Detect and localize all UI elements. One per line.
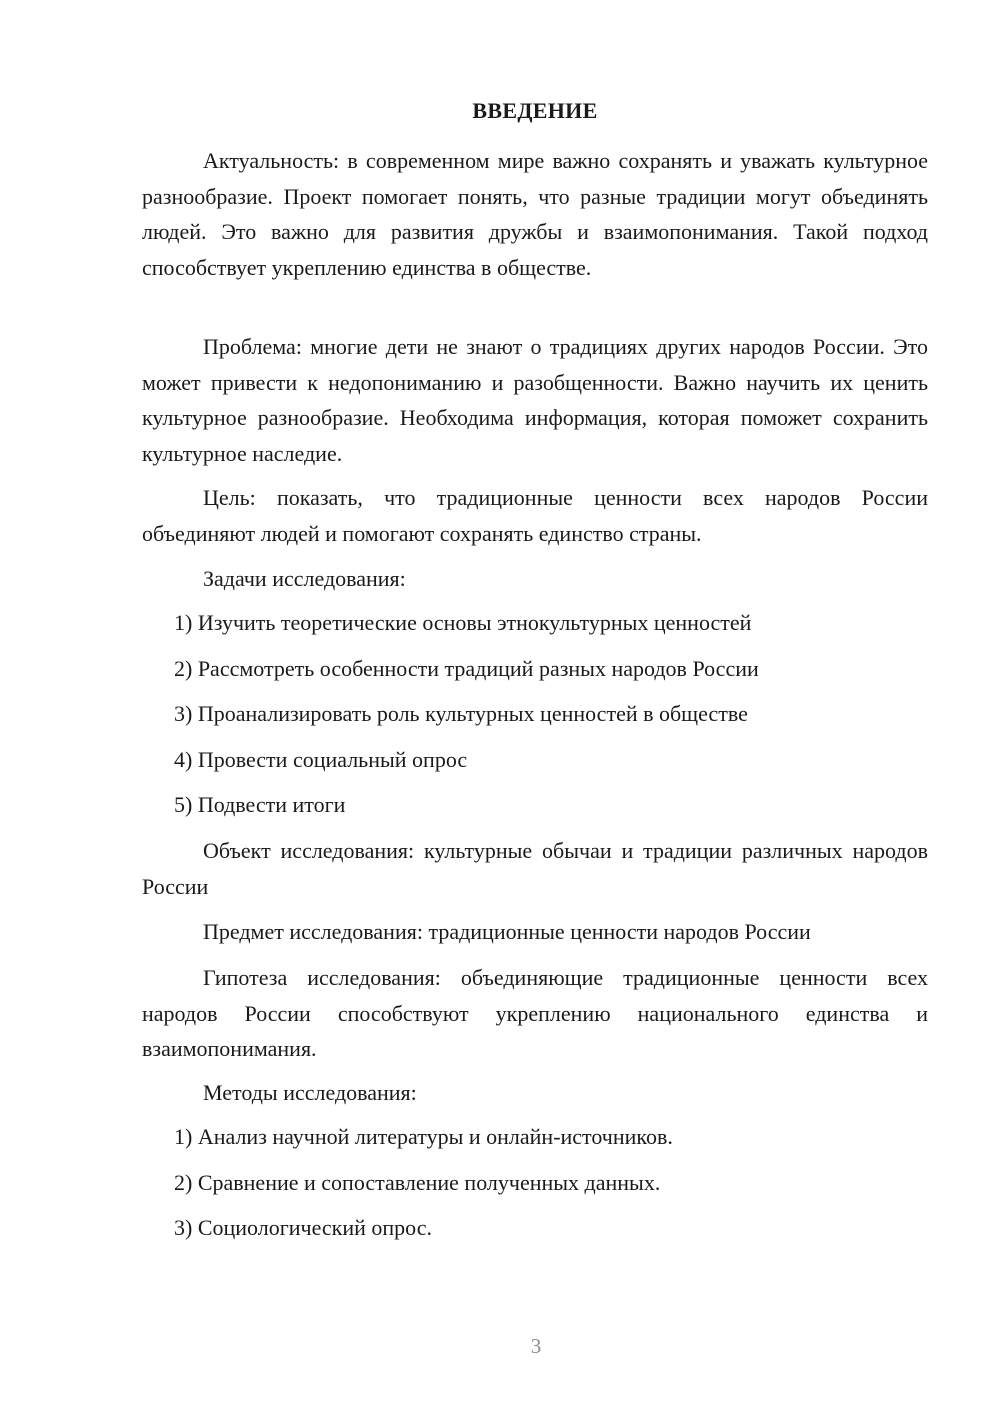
paragraph-problem: Проблема: многие дети не знают о традициях других народов России. Это может привести к недопониманию и разобщенности. Важно научить их ценить культурное разнообразие. Необходима информация, которая поможет сохранить культурное наследие. <box>142 334 928 466</box>
paragraph-methods-heading: Методы исследования: <box>203 1080 417 1105</box>
page-number: 3 <box>530 1334 542 1358</box>
method-item-3: 3) Социологический опрос. <box>174 1215 432 1240</box>
paragraph-hypothesis: Гипотеза исследования: объединяющие традиционные ценности всех народов России способствуют укреплению национального единства и взаимопонимания. <box>142 965 928 1061</box>
section-heading: ВВЕДЕНИЕ <box>472 98 598 123</box>
method-item-2: 2) Сравнение и сопоставление полученных данных. <box>174 1170 661 1195</box>
task-item-4: 4) Провести социальный опрос <box>174 747 468 772</box>
task-item-1: 1) Изучить теоретические основы этнокультурных ценностей <box>174 610 752 635</box>
paragraph-relevance: Актуальность: в современном мире важно сохранять и уважать культурное разнообразие. Проект помогает понять, что разные традиции могут объединять людей. Это важно для развития дружбы и взаимопонимания. Такой подход способствует укреплению единства в обществе. <box>142 148 928 280</box>
task-item-2: 2) Рассмотреть особенности традиций разных народов России <box>174 656 759 681</box>
paragraph-goal: Цель: показать, что традиционные ценности всех народов России объединяют людей и помогают сохранять единство страны. <box>142 485 928 546</box>
task-item-3: 3) Проанализировать роль культурных ценностей в обществе <box>174 701 748 726</box>
task-item-5: 5) Подвести итоги <box>174 792 346 817</box>
paragraph-object: Объект исследования: культурные обычаи и традиции различных народов России <box>142 838 928 899</box>
paragraph-tasks-heading: Задачи исследования: <box>203 566 406 591</box>
method-item-1: 1) Анализ научной литературы и онлайн-источников. <box>174 1124 673 1149</box>
paragraph-subject: Предмет исследования: традиционные ценности народов России <box>203 919 811 944</box>
